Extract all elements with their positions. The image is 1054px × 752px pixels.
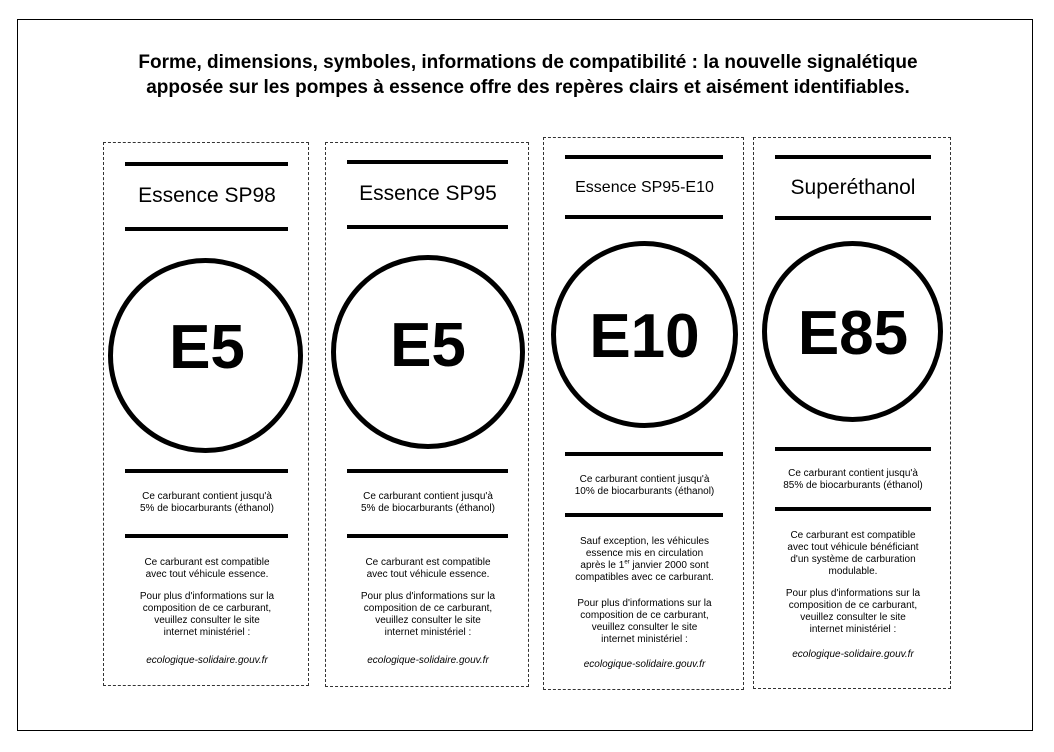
headline-line-2: apposée sur les pompes à essence offre des repères clairs et aisément identifiables.: [146, 77, 910, 98]
fuel-code: E5: [169, 313, 245, 382]
biofuel-content-text: Ce carburant contient jusqu'à 5% de biocarburants (éthanol): [140, 491, 274, 514]
biofuel-content-text: Ce carburant contient jusqu'à 10% de biocarburants (éthanol): [574, 474, 715, 497]
under-name-bar: [347, 225, 508, 229]
fuel-label-sp98: [103, 142, 309, 686]
under-circle-bar: [347, 469, 508, 473]
more-info-text: Pour plus d'informations sur la composition de ce carburant, veuillez consulter le site internet ministériel :: [360, 591, 496, 638]
fuel-label-sp95-e10: [543, 137, 744, 690]
middle-bar: [775, 507, 931, 511]
top-bar: [347, 160, 508, 164]
middle-bar: [125, 534, 288, 538]
top-bar: [775, 155, 931, 159]
biofuel-content-text: Ce carburant contient jusqu'à 5% de biocarburants (éthanol): [361, 491, 495, 514]
compatibility-text: Ce carburant est compatible avec tout véhicule bénéficiant d'un système de carburation modulable.: [787, 530, 919, 577]
ministry-website: ecologique-solidaire.gouv.fr: [792, 649, 914, 660]
under-name-bar: [775, 216, 931, 220]
fuel-code: E10: [589, 302, 700, 371]
fuel-label-sp95: [325, 142, 529, 687]
ministry-website: ecologique-solidaire.gouv.fr: [583, 659, 706, 670]
compatibility-text: Ce carburant est compatible avec tout véhicule essence.: [144, 557, 270, 580]
fuel-code: E85: [797, 299, 909, 368]
fuel-name: Superéthanol: [790, 176, 916, 199]
more-info-text: Pour plus d'informations sur la composition de ce carburant, veuillez consulter le site internet ministériel :: [785, 588, 921, 635]
top-bar: [125, 162, 288, 166]
headline: [40, 50, 1016, 100]
under-circle-bar: [565, 452, 723, 456]
compatibility-text: Sauf exception, les véhicules essence mis en circulation après le 1er janvier 2000 sont compatibles avec ce carburant.: [575, 536, 714, 583]
more-info-text: Pour plus d'informations sur la composition de ce carburant, veuillez consulter le site internet ministériel :: [577, 598, 712, 645]
fuel-name: Essence SP95: [359, 182, 497, 205]
fuel-name: Essence SP98: [138, 184, 276, 207]
middle-bar: [565, 513, 723, 517]
fuel-label-superethanol: [753, 137, 951, 689]
more-info-text: Pour plus d'informations sur la composition de ce carburant, veuillez consulter le site internet ministériel :: [139, 591, 275, 638]
fuel-code: E5: [390, 311, 466, 380]
biofuel-content-text: Ce carburant contient jusqu'à 85% de biocarburants (éthanol): [783, 468, 923, 491]
ministry-website: ecologique-solidaire.gouv.fr: [146, 655, 268, 666]
top-bar: [565, 155, 723, 159]
under-circle-bar: [775, 447, 931, 451]
under-circle-bar: [125, 469, 288, 473]
middle-bar: [347, 534, 508, 538]
compatibility-text: Ce carburant est compatible avec tout véhicule essence.: [365, 557, 491, 580]
fuel-name: Essence SP95-E10: [575, 179, 714, 196]
headline-line-1: Forme, dimensions, symboles, informations de compatibilité : la nouvelle signalétique: [138, 52, 918, 73]
under-name-bar: [565, 215, 723, 219]
ministry-website: ecologique-solidaire.gouv.fr: [367, 655, 489, 666]
under-name-bar: [125, 227, 288, 231]
